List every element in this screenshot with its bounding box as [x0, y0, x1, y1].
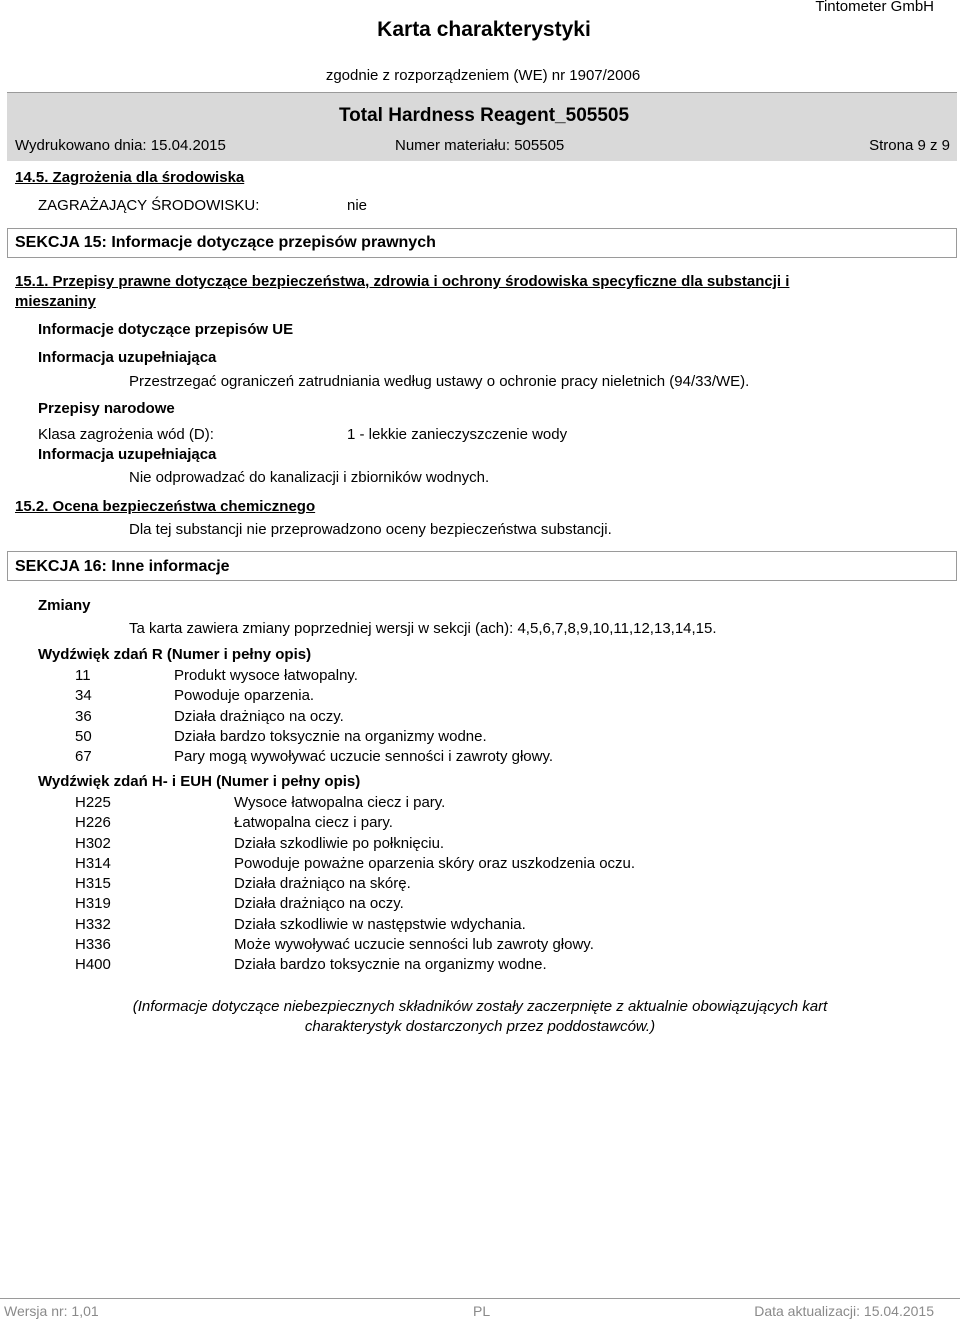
h-phrase-text: Działa szkodliwie po połknięciu.	[234, 834, 445, 852]
section-16-title: SEKCJA 16: Inne informacje	[15, 558, 230, 575]
additional-info-heading: Informacja uzupełniająca	[38, 349, 217, 366]
h-phrase-code: H225	[75, 794, 111, 811]
r-phrase-text: Powoduje oparzenia.	[174, 687, 315, 705]
r-phrase-code: 34	[75, 687, 92, 705]
h-phrase-text: Powoduje poważne oparzenia skóry oraz uszkodzenia oczu.	[234, 854, 636, 872]
footer-language: PL	[473, 1303, 491, 1319]
chemical-safety-text: Dla tej substancji nie przeprowadzono oceny bezpieczeństwa substancji.	[129, 521, 612, 538]
footer-version: Wersja nr: 1,01	[4, 1303, 99, 1319]
national-regulations-heading: Przepisy narodowe	[38, 400, 175, 417]
remarks-line-1: (Informacje dotyczące niebezpiecznych składników zostały zaczerpnięte z aktualnie obowiązujących kart	[132, 998, 828, 1015]
r-phrase-text: Produkt wysoce łatwopalny.	[174, 667, 358, 684]
h-phrase-code: H226	[75, 814, 111, 832]
additional-info-text-2: Nie odprowadzać do kanalizacji i zbiorników wodnych.	[129, 469, 490, 486]
r-phrase-code: 11	[75, 667, 91, 684]
section-15-title: SEKCJA 15: Informacje dotyczące przepisów prawnych	[15, 234, 436, 251]
section-15-1-heading-cont: mieszaniny	[15, 293, 96, 310]
h-phrase-text: Działa bardzo toksycznie na organizmy wodne.	[234, 956, 547, 973]
section-15-1-heading: 15.1. Przepisy prawne dotyczące bezpieczeństwa, zdrowia i ochrony środowiska specyficzne dla substancji i	[15, 273, 790, 290]
section-14-5-heading: 14.5. Zagrożenia dla środowiska	[15, 169, 245, 186]
r-phrase-code: 67	[75, 748, 92, 765]
h-phrase-code: H336	[75, 935, 111, 953]
h-phrase-code: H314	[75, 854, 111, 872]
h-phrase-code: H332	[75, 915, 111, 933]
h-phrase-text: Wysoce łatwopalna ciecz i pary.	[234, 794, 446, 811]
environment-hazard-label: ZAGRAŻAJĄCY ŚRODOWISKU:	[38, 197, 260, 214]
r-phrase-code: 36	[75, 707, 92, 725]
changes-text: Ta karta zawiera zmiany poprzedniej wersji w sekcji (ach): 4,5,6,7,8,9,10,11,12,13,14,15.	[129, 620, 717, 637]
h-phrase-code: H315	[75, 875, 111, 892]
h-phrase-text: Działa szkodliwie w następstwie wdychania.	[234, 915, 526, 933]
h-phrase-code: H319	[75, 895, 111, 913]
r-phrase-text: Działa drażniąco na oczy.	[174, 707, 344, 725]
material-number: Numer materiału: 505505	[395, 137, 565, 154]
printed-date: Wydrukowano dnia: 15.04.2015	[15, 137, 226, 154]
h-phrase-code: H400	[75, 956, 111, 973]
company-name: Tintometer GmbH	[815, 0, 934, 15]
h-phrases-heading: Wydźwięk zdań H- i EUH (Numer i pełny opis)	[38, 773, 361, 790]
remarks	[100, 997, 860, 1037]
h-phrase-code: H302	[75, 834, 111, 852]
footer-updated: Data aktualizacji: 15.04.2015	[754, 1303, 934, 1319]
r-phrase-text: Działa bardzo toksycznie na organizmy wodne.	[174, 727, 487, 745]
eu-regulations-heading: Informacje dotyczące przepisów UE	[38, 321, 294, 338]
additional-info-heading-2: Informacja uzupełniająca	[38, 446, 217, 463]
r-phrase-code: 50	[75, 727, 92, 745]
h-phrase-text: Łatwopalna ciecz i pary.	[234, 814, 393, 832]
product-name: Total Hardness Reagent_505505	[338, 105, 630, 126]
h-phrase-text: Działa drażniąco na oczy.	[234, 895, 404, 913]
water-hazard-label: Klasa zagrożenia wód (D):	[38, 426, 214, 443]
r-phrases-heading: Wydźwięk zdań R (Numer i pełny opis)	[38, 646, 312, 663]
h-phrase-text: Może wywoływać uczucie senności lub zawroty głowy.	[234, 935, 594, 953]
remarks-line-2: charakterystyk dostarczonych przez poddostawców.)	[304, 1018, 656, 1035]
water-hazard-value: 1 - lekkie zanieczyszczenie wody	[347, 426, 568, 443]
r-phrase-text: Pary mogą wywoływać uczucie senności i zawroty głowy.	[174, 748, 554, 765]
additional-info-text: Przestrzegać ograniczeń zatrudniania według ustawy o ochronie pracy nieletnich (94/33/WE).	[129, 373, 750, 390]
document-title: Karta charakterystyki	[377, 18, 591, 41]
changes-heading: Zmiany	[38, 597, 91, 614]
section-15-2-heading: 15.2. Ocena bezpieczeństwa chemicznego	[15, 498, 316, 515]
page-number: Strona 9 z 9	[869, 137, 950, 154]
environment-hazard-value: nie	[347, 197, 368, 214]
regulation-text: zgodnie z rozporządzeniem (WE) nr 1907/2006	[325, 67, 641, 84]
footer-divider	[0, 1298, 960, 1299]
h-phrase-text: Działa drażniąco na skórę.	[234, 875, 411, 892]
